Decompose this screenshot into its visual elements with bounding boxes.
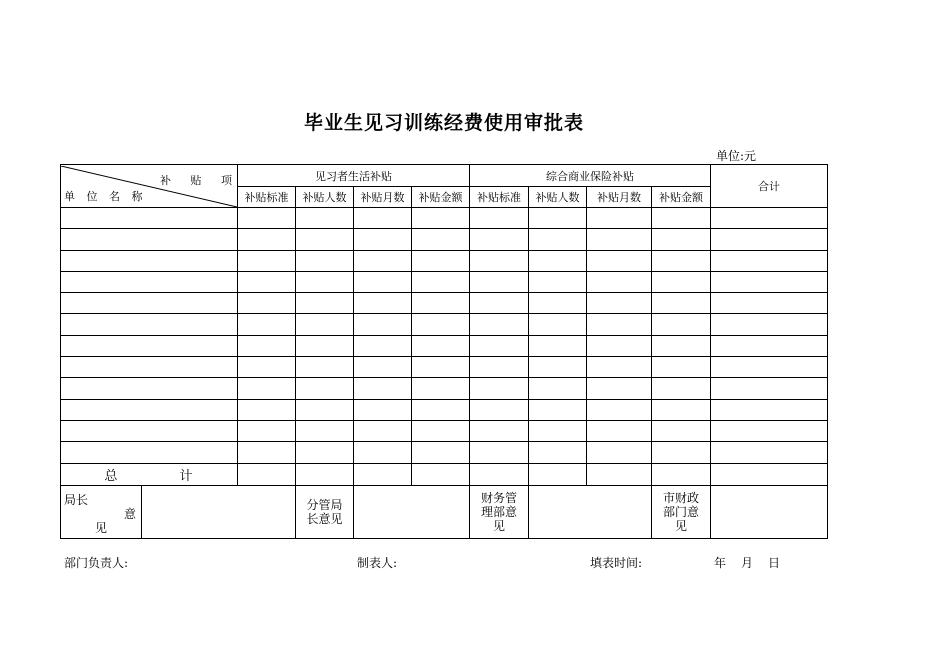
data-cell[interactable] <box>238 271 296 292</box>
diag-top-label: 补 贴 项 <box>160 173 234 187</box>
data-cell[interactable] <box>529 378 587 399</box>
data-cell[interactable] <box>529 314 587 335</box>
total-cell[interactable] <box>412 463 470 485</box>
bureau-opinion-field[interactable] <box>142 485 296 538</box>
approval-table <box>60 164 828 539</box>
deputy-label-2: 长意见 <box>306 511 343 526</box>
data-cell[interactable] <box>296 208 354 229</box>
data-cell[interactable] <box>529 335 587 356</box>
col-header: 补贴月数 <box>354 187 412 208</box>
data-cell[interactable] <box>354 420 412 441</box>
data-cell[interactable] <box>711 250 828 271</box>
data-cell[interactable] <box>587 229 652 250</box>
data-cell[interactable] <box>354 229 412 250</box>
data-cell[interactable] <box>529 271 587 292</box>
unit-name-cell[interactable] <box>61 208 238 229</box>
unit-name-cell[interactable] <box>61 420 238 441</box>
data-cell[interactable] <box>470 420 529 441</box>
table-row <box>61 314 828 335</box>
total-label: 总 计 <box>104 468 194 484</box>
unit-name-cell[interactable] <box>61 399 238 420</box>
data-cell[interactable] <box>529 208 587 229</box>
data-cell[interactable] <box>296 378 354 399</box>
data-cell[interactable] <box>587 378 652 399</box>
dept-head-label: 部门负责人: <box>64 556 129 570</box>
data-cell[interactable] <box>470 293 529 314</box>
data-cell[interactable] <box>711 399 828 420</box>
data-cell[interactable] <box>296 335 354 356</box>
unit-label: 单位:元 <box>716 149 757 163</box>
data-cell[interactable] <box>711 420 828 441</box>
table-row <box>61 399 828 420</box>
data-cell[interactable] <box>238 357 296 378</box>
deputy-label-1: 分管局 <box>306 497 343 512</box>
group-header-living: 见习者生活补贴 <box>238 165 470 187</box>
unit-name-cell[interactable] <box>61 229 238 250</box>
total-cell[interactable] <box>587 463 652 485</box>
data-cell[interactable] <box>296 271 354 292</box>
data-cell[interactable] <box>354 335 412 356</box>
total-cell[interactable] <box>711 463 828 485</box>
data-cell[interactable] <box>652 229 711 250</box>
data-cell[interactable] <box>652 293 711 314</box>
table-row <box>61 229 828 250</box>
data-cell[interactable] <box>652 378 711 399</box>
col-header: 补贴月数 <box>587 187 652 208</box>
data-cell[interactable] <box>652 357 711 378</box>
data-cell[interactable] <box>529 442 587 463</box>
data-cell[interactable] <box>652 250 711 271</box>
data-cell[interactable] <box>587 420 652 441</box>
bureau-label-c: 见 <box>95 520 108 535</box>
table-row <box>61 420 828 441</box>
data-cell[interactable] <box>238 293 296 314</box>
data-cell[interactable] <box>354 378 412 399</box>
table-row <box>61 442 828 463</box>
data-cell[interactable] <box>529 399 587 420</box>
data-cell[interactable] <box>470 271 529 292</box>
col-header: 补贴金额 <box>412 187 470 208</box>
data-cell[interactable] <box>470 378 529 399</box>
data-cell[interactable] <box>354 250 412 271</box>
data-cell[interactable] <box>412 229 470 250</box>
city-label-3: 见 <box>674 518 687 533</box>
data-cell[interactable] <box>470 314 529 335</box>
data-cell[interactable] <box>412 250 470 271</box>
day-label: 日 <box>768 556 781 570</box>
finance-opinion-label <box>470 485 529 538</box>
data-cell[interactable] <box>354 293 412 314</box>
col-header: 补贴金额 <box>652 187 711 208</box>
data-cell[interactable] <box>587 314 652 335</box>
preparer-label: 制表人: <box>357 556 398 570</box>
data-cell[interactable] <box>652 335 711 356</box>
total-label-cell <box>61 463 238 485</box>
data-cell[interactable] <box>296 357 354 378</box>
data-cell[interactable] <box>711 442 828 463</box>
data-cell[interactable] <box>470 208 529 229</box>
data-cell[interactable] <box>652 399 711 420</box>
unit-name-cell[interactable] <box>61 250 238 271</box>
data-cell[interactable] <box>412 357 470 378</box>
data-cell[interactable] <box>354 357 412 378</box>
table-row <box>61 250 828 271</box>
data-cell[interactable] <box>412 442 470 463</box>
data-cell[interactable] <box>296 420 354 441</box>
fill-time-label: 填表时间: <box>590 556 643 570</box>
city-label-2: 部门意 <box>662 504 699 519</box>
city-label-1: 市财政 <box>662 490 699 505</box>
data-cell[interactable] <box>470 442 529 463</box>
data-cell[interactable] <box>354 399 412 420</box>
col-header: 补贴标准 <box>470 187 529 208</box>
data-cell[interactable] <box>587 399 652 420</box>
data-cell[interactable] <box>587 335 652 356</box>
data-cell[interactable] <box>238 229 296 250</box>
data-cell[interactable] <box>652 420 711 441</box>
data-cell[interactable] <box>412 208 470 229</box>
data-cell[interactable] <box>711 293 828 314</box>
data-cell[interactable] <box>354 442 412 463</box>
year-label: 年 <box>714 556 727 570</box>
total-cell[interactable] <box>529 463 587 485</box>
data-cell[interactable] <box>587 250 652 271</box>
bureau-label-b: 意 <box>123 506 136 521</box>
total-column-header: 合计 <box>711 165 828 208</box>
unit-name-cell[interactable] <box>61 378 238 399</box>
table-row <box>61 208 828 229</box>
bureau-opinion-label <box>61 485 142 538</box>
bureau-label-a: 局长 <box>64 492 89 507</box>
data-cell[interactable] <box>238 314 296 335</box>
deputy-opinion-field[interactable] <box>354 485 470 538</box>
unit-name-cell[interactable] <box>61 335 238 356</box>
data-cell[interactable] <box>529 357 587 378</box>
data-cell[interactable] <box>238 378 296 399</box>
finance-label-2: 理部意 <box>480 504 517 519</box>
data-cell[interactable] <box>711 357 828 378</box>
total-cell[interactable] <box>354 463 412 485</box>
table-row <box>61 378 828 399</box>
data-cell[interactable] <box>587 357 652 378</box>
data-cell[interactable] <box>652 314 711 335</box>
data-cell[interactable] <box>354 208 412 229</box>
data-cell[interactable] <box>711 229 828 250</box>
signature-row <box>61 485 828 538</box>
data-cell[interactable] <box>529 293 587 314</box>
month-label: 月 <box>741 556 754 570</box>
data-cell[interactable] <box>412 420 470 441</box>
data-cell[interactable] <box>412 335 470 356</box>
data-cell[interactable] <box>529 229 587 250</box>
diagonal-header-cell <box>61 165 238 208</box>
data-cell[interactable] <box>238 335 296 356</box>
data-cell[interactable] <box>412 271 470 292</box>
data-cell[interactable] <box>412 314 470 335</box>
data-cell[interactable] <box>296 293 354 314</box>
data-cell[interactable] <box>711 378 828 399</box>
data-cell[interactable] <box>470 357 529 378</box>
city-finance-opinion-label <box>652 485 711 538</box>
data-cell[interactable] <box>529 250 587 271</box>
data-cell[interactable] <box>412 293 470 314</box>
data-cell[interactable] <box>652 271 711 292</box>
data-cell[interactable] <box>238 442 296 463</box>
total-cell[interactable] <box>238 463 296 485</box>
data-cell[interactable] <box>652 442 711 463</box>
diag-bottom-label: 单 位 名 称 <box>64 189 145 203</box>
finance-label-1: 财务管 <box>480 490 517 505</box>
data-cell[interactable] <box>711 314 828 335</box>
data-cell[interactable] <box>470 229 529 250</box>
data-cell[interactable] <box>412 399 470 420</box>
data-cell[interactable] <box>354 314 412 335</box>
table-row <box>61 293 828 314</box>
data-cell[interactable] <box>587 293 652 314</box>
table-row <box>61 357 828 378</box>
unit-name-cell[interactable] <box>61 314 238 335</box>
total-cell[interactable] <box>470 463 529 485</box>
data-cell[interactable] <box>529 420 587 441</box>
data-cell[interactable] <box>587 208 652 229</box>
data-cell[interactable] <box>296 314 354 335</box>
total-cell[interactable] <box>296 463 354 485</box>
data-cell[interactable] <box>470 335 529 356</box>
header-row-1 <box>61 165 828 187</box>
col-header: 补贴人数 <box>296 187 354 208</box>
data-cell[interactable] <box>296 399 354 420</box>
total-row <box>61 463 828 485</box>
data-cell[interactable] <box>652 208 711 229</box>
data-cell[interactable] <box>238 250 296 271</box>
data-cell[interactable] <box>296 229 354 250</box>
data-cell[interactable] <box>412 378 470 399</box>
group-header-insurance: 综合商业保险补贴 <box>470 165 711 187</box>
city-finance-opinion-field[interactable] <box>711 485 828 538</box>
data-cell[interactable] <box>354 271 412 292</box>
data-cell[interactable] <box>238 399 296 420</box>
data-cell[interactable] <box>470 250 529 271</box>
table-row <box>61 271 828 292</box>
col-header: 补贴标准 <box>238 187 296 208</box>
data-cell[interactable] <box>470 399 529 420</box>
data-cell[interactable] <box>296 250 354 271</box>
col-header: 补贴人数 <box>529 187 587 208</box>
finance-opinion-field[interactable] <box>529 485 652 538</box>
finance-label-3: 见 <box>492 518 505 533</box>
data-cell[interactable] <box>711 335 828 356</box>
data-cell[interactable] <box>238 208 296 229</box>
data-cell[interactable] <box>238 420 296 441</box>
page-title: 毕业生见习训练经费使用审批表 <box>303 112 584 134</box>
deputy-opinion-label <box>296 485 354 538</box>
table-body <box>61 165 828 539</box>
data-cell[interactable] <box>296 442 354 463</box>
total-cell[interactable] <box>652 463 711 485</box>
data-cell[interactable] <box>711 208 828 229</box>
data-cell[interactable] <box>587 442 652 463</box>
unit-name-cell[interactable] <box>61 357 238 378</box>
data-cell[interactable] <box>711 271 828 292</box>
unit-name-cell[interactable] <box>61 293 238 314</box>
data-cell[interactable] <box>587 271 652 292</box>
table-row <box>61 335 828 356</box>
unit-name-cell[interactable] <box>61 442 238 463</box>
unit-name-cell[interactable] <box>61 271 238 292</box>
